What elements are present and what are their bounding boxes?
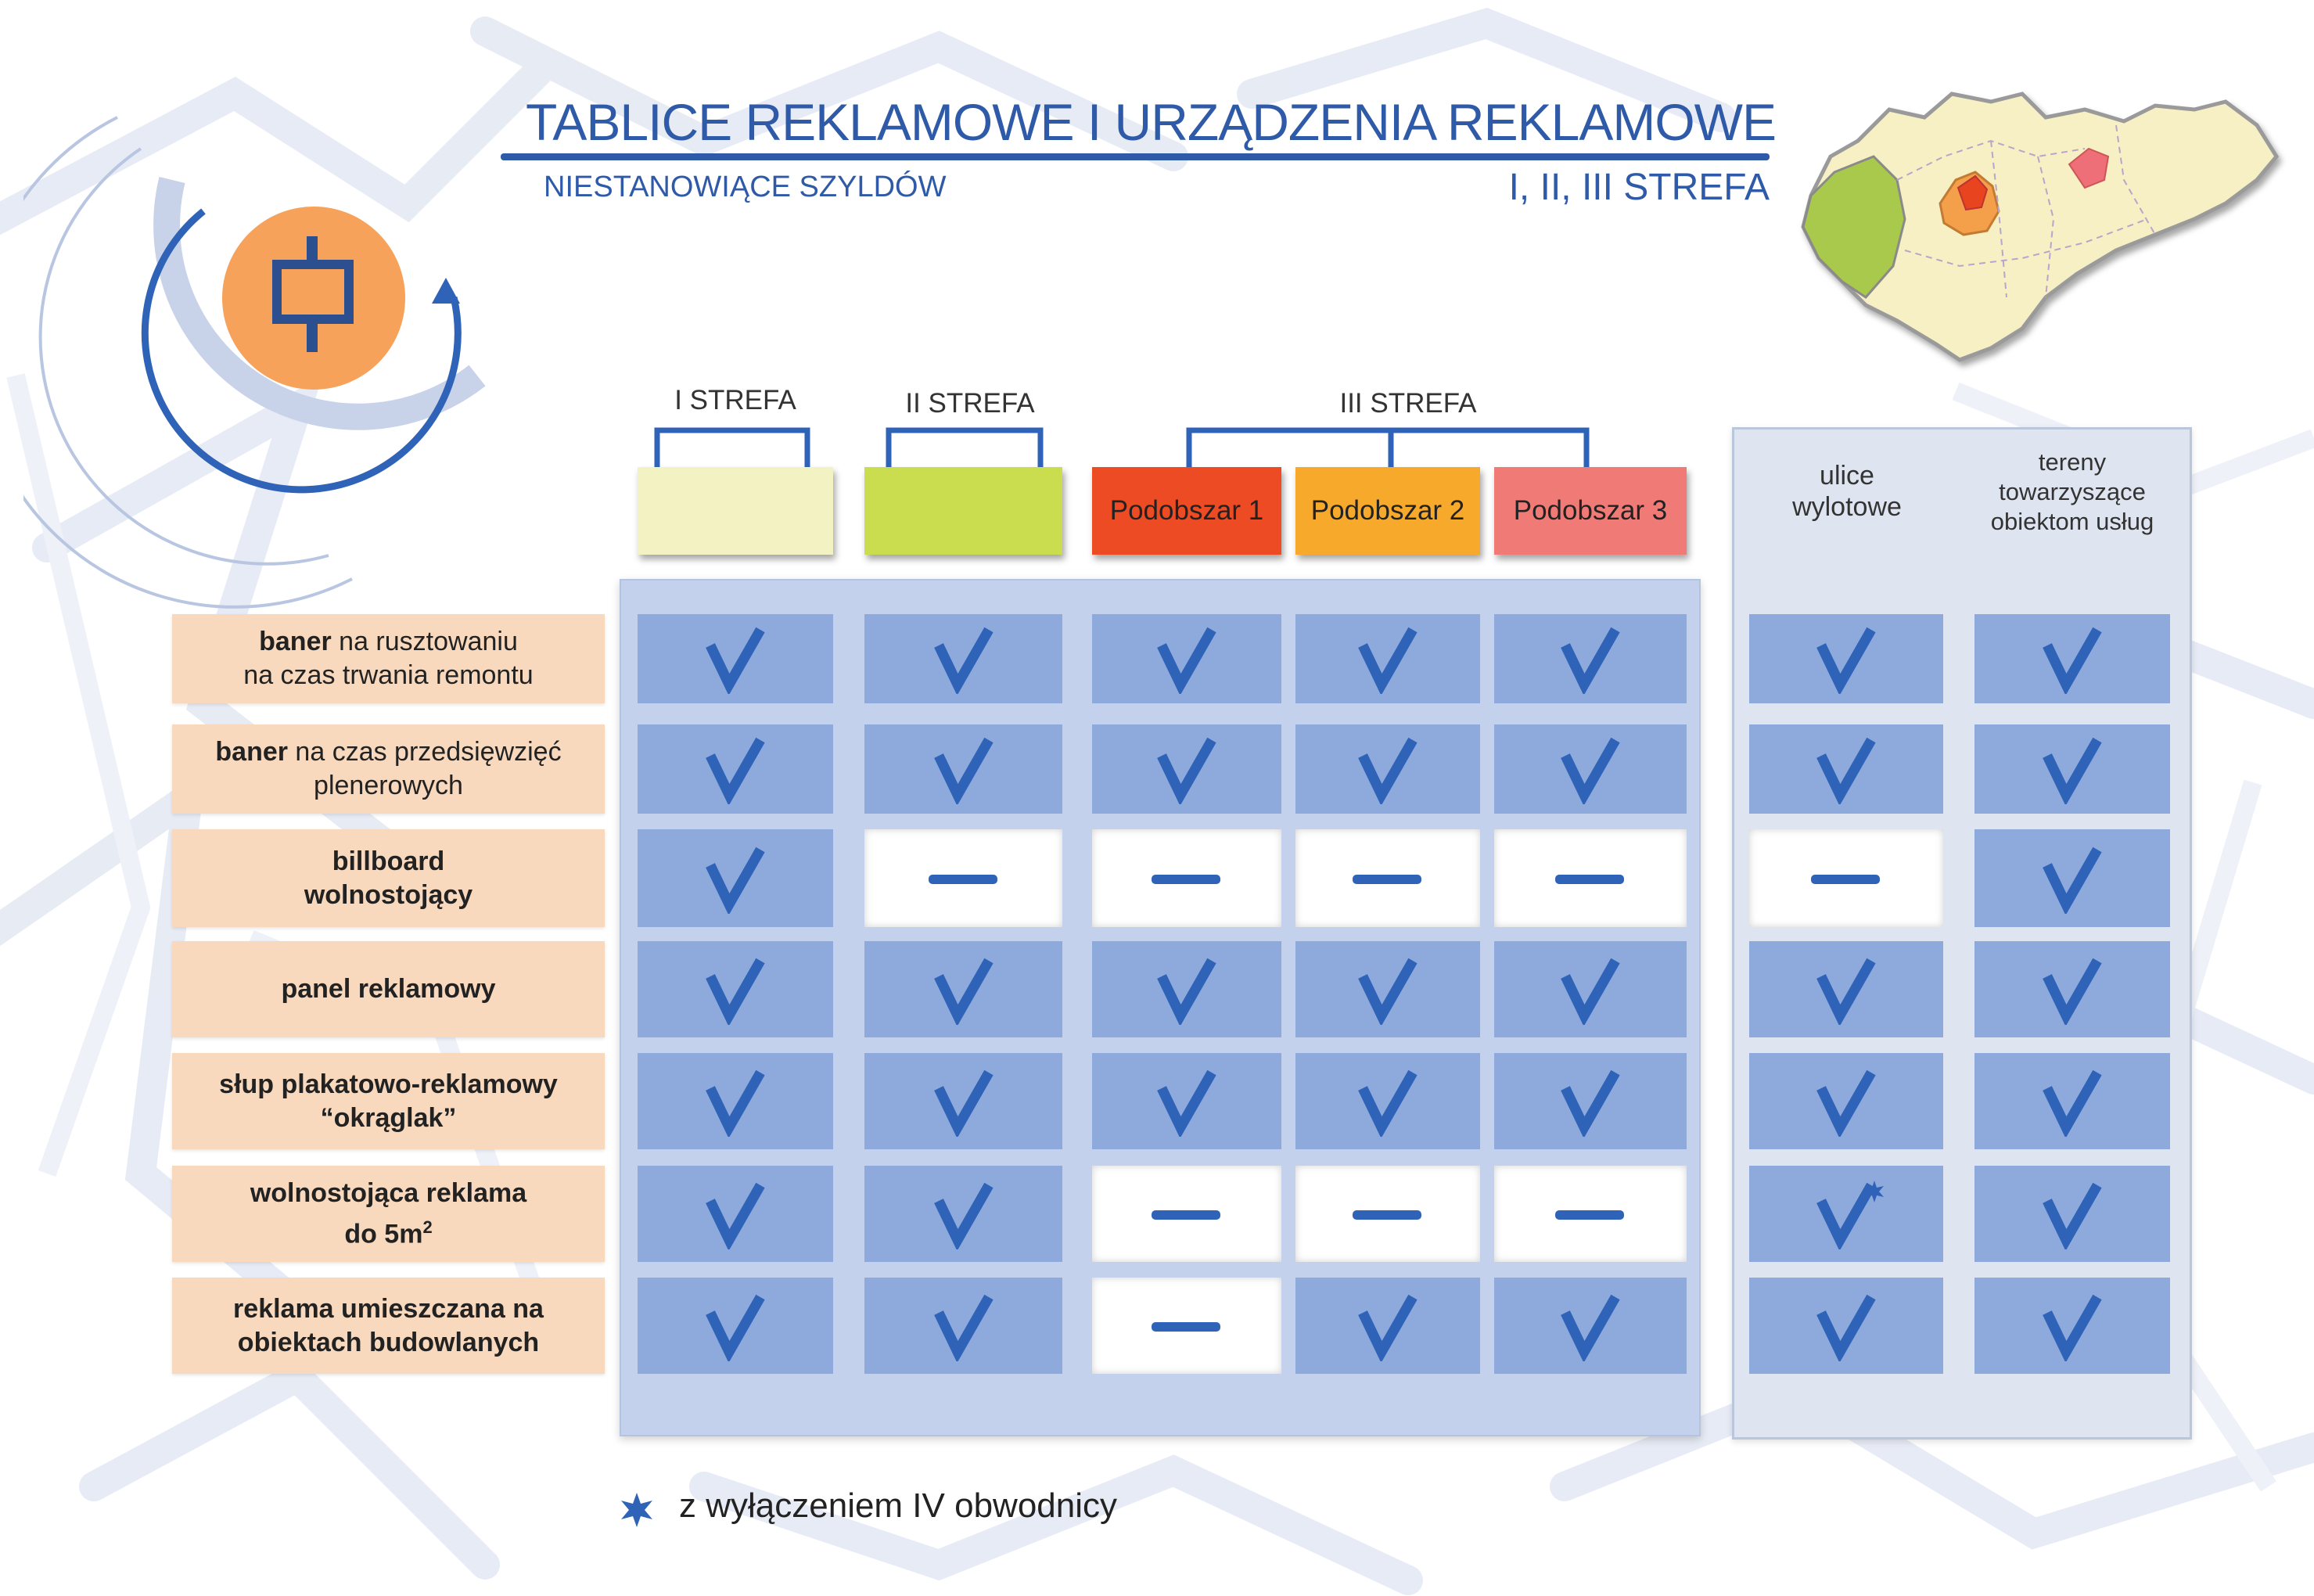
- check-icon: [1807, 954, 1885, 1025]
- zone-label-2: II STREFA: [905, 388, 1035, 419]
- dash-icon: [1807, 843, 1885, 914]
- check-icon: [696, 1179, 774, 1249]
- check-icon: [1148, 624, 1226, 694]
- matrix-cell: [1749, 724, 1943, 814]
- check-icon: [1349, 734, 1427, 804]
- zone-label-1: I STREFA: [674, 385, 796, 415]
- matrix-cell: [1974, 829, 2170, 927]
- column-header-strefa1: [638, 467, 833, 555]
- tereny-line2: towarzyszące: [1999, 478, 2146, 505]
- check-icon: [1551, 1291, 1630, 1361]
- city-map: [1788, 63, 2288, 376]
- matrix-cell: [1749, 1053, 1943, 1149]
- footnote-text: z wyłączeniem IV obwodnicy: [679, 1486, 1118, 1525]
- matrix-cell: [864, 1166, 1062, 1262]
- row-label-bold: baner: [259, 627, 332, 656]
- check-icon: [925, 624, 1003, 694]
- row-label: [172, 1166, 605, 1262]
- matrix-cell: [1974, 1278, 2170, 1374]
- dash-icon: [1349, 1179, 1427, 1249]
- matrix-cell: [864, 829, 1062, 927]
- check-icon: [2033, 1291, 2111, 1361]
- row-label-text: na czas przedsięwzięć: [287, 737, 562, 767]
- check-icon: [1148, 954, 1226, 1025]
- dash-icon: [1148, 1179, 1226, 1249]
- check-icon: [2033, 1179, 2111, 1249]
- check-icon: [2033, 1066, 2111, 1137]
- matrix-cell: [1749, 941, 1943, 1037]
- row-label-line2: obiektach budowlanych: [237, 1327, 540, 1357]
- matrix-cell: [1092, 1278, 1281, 1374]
- check-icon: [1807, 624, 1885, 694]
- matrix-cell: [864, 614, 1062, 703]
- row-label-bold: reklama umieszczana na: [233, 1293, 544, 1324]
- zone-label-3: III STREFA: [1339, 388, 1477, 419]
- row-label-bold: panel reklamowy: [281, 974, 496, 1004]
- check-icon: [925, 1179, 1003, 1249]
- matrix-cell: [638, 1166, 833, 1262]
- check-icon: [696, 1291, 774, 1361]
- dash-icon: [1349, 843, 1427, 914]
- row-label-line2: wolnostojący: [304, 879, 473, 910]
- ulice-line2: wylotowe: [1792, 492, 1902, 522]
- signboard-icon: [221, 205, 407, 391]
- row-label: [172, 1053, 605, 1149]
- matrix-cell: [1749, 614, 1943, 703]
- row-label-bold: słup plakatowo-reklamowy: [219, 1069, 558, 1099]
- matrix-cell: [638, 1278, 833, 1374]
- page-title: TABLICE REKLAMOWE I URZĄDZENIA REKLAMOWE: [525, 93, 1776, 151]
- check-icon: [925, 954, 1003, 1025]
- matrix-cell: [1974, 941, 2170, 1037]
- matrix-cell: [638, 829, 833, 927]
- tereny-line3: obiektom usług: [1990, 508, 2154, 535]
- matrix-cell: [1974, 1166, 2170, 1262]
- matrix-cell: [1974, 724, 2170, 814]
- tereny-line1: tereny: [2038, 448, 2107, 476]
- page-subtitle: NIESTANOWIĄCE SZYLDÓW: [544, 171, 947, 203]
- dash-icon: [1148, 843, 1226, 914]
- row-label-line2: plenerowych: [314, 771, 463, 800]
- column-header-tereny: [1974, 448, 2170, 537]
- matrix-cell: [864, 1278, 1062, 1374]
- check-icon: [1551, 734, 1630, 804]
- matrix-cell: [1494, 724, 1687, 814]
- check-icon: [696, 734, 774, 804]
- matrix-cell: [864, 1053, 1062, 1149]
- check-icon: [1551, 1066, 1630, 1137]
- check-icon: [2033, 843, 2111, 914]
- check-icon: [696, 1066, 774, 1137]
- matrix-cell: [1092, 1166, 1281, 1262]
- matrix-cell: [1092, 941, 1281, 1037]
- check-icon: [925, 1066, 1003, 1137]
- matrix-cell: [638, 941, 833, 1037]
- dash-icon: [1148, 1291, 1226, 1361]
- check-icon: [1807, 1291, 1885, 1361]
- matrix-cell: [1295, 1278, 1480, 1374]
- matrix-cell: [1092, 614, 1281, 703]
- check-icon: [696, 954, 774, 1025]
- matrix-cell: [1494, 1278, 1687, 1374]
- dash-icon: [925, 843, 1003, 914]
- row-label: [172, 941, 605, 1037]
- matrix-cell: [1974, 1053, 2170, 1149]
- dash-icon: [1551, 1179, 1630, 1249]
- matrix-cell: [1092, 1053, 1281, 1149]
- check-icon: [696, 843, 774, 914]
- column-header-strefa2: [864, 467, 1062, 555]
- check-icon: [1148, 1066, 1226, 1137]
- matrix-cell: [1494, 941, 1687, 1037]
- check-icon: [925, 1291, 1003, 1361]
- check-icon: [1551, 624, 1630, 694]
- matrix-cell: [1092, 829, 1281, 927]
- matrix-cell: [1494, 829, 1687, 927]
- check-icon: [1807, 1066, 1885, 1137]
- row-label-line2: “okrąglak”: [320, 1102, 457, 1133]
- check-icon: [1551, 954, 1630, 1025]
- matrix-cell: [1295, 829, 1480, 927]
- column-header-ulice-wylotowe: [1749, 460, 1945, 523]
- matrix-cell: [1494, 614, 1687, 703]
- row-label: [172, 724, 605, 814]
- check-icon: [1148, 734, 1226, 804]
- row-label: [172, 1278, 605, 1374]
- row-label-superscript: 2: [422, 1217, 433, 1237]
- zones-title: I, II, III STREFA: [1508, 167, 1770, 208]
- matrix-cell: [1494, 1166, 1687, 1262]
- check-icon: [696, 624, 774, 694]
- dash-icon: [1551, 843, 1630, 914]
- matrix-cell: [1295, 1053, 1480, 1149]
- check-icon: [1349, 1066, 1427, 1137]
- title-underline: [501, 153, 1770, 160]
- matrix-cell: [638, 724, 833, 814]
- column-header-podobszar1: Podobszar 1: [1092, 467, 1281, 555]
- matrix-cell: [1974, 614, 2170, 703]
- check-icon: [1807, 1179, 1885, 1249]
- matrix-cell: [1295, 724, 1480, 814]
- star-icon: [618, 1491, 656, 1529]
- matrix-cell: [1092, 724, 1281, 814]
- matrix-cell: [1295, 614, 1480, 703]
- check-icon: [2033, 624, 2111, 694]
- matrix-cell: [1749, 1166, 1943, 1262]
- matrix-cell: [1295, 1166, 1480, 1262]
- check-icon: [925, 734, 1003, 804]
- row-label-bold: baner: [215, 737, 288, 767]
- check-icon: [1807, 734, 1885, 804]
- column-header-podobszar3: Podobszar 3: [1494, 467, 1687, 555]
- check-icon: [1349, 1291, 1427, 1361]
- check-icon: [2033, 734, 2111, 804]
- check-icon: [1349, 954, 1427, 1025]
- row-label-bold: wolnostojąca reklama: [250, 1177, 527, 1208]
- row-label: [172, 829, 605, 927]
- check-icon: [1349, 624, 1427, 694]
- matrix-cell: [638, 614, 833, 703]
- matrix-cell: [1295, 941, 1480, 1037]
- column-header-podobszar2: Podobszar 2: [1295, 467, 1480, 555]
- row-label: [172, 614, 605, 703]
- row-label-line2: na czas trwania remontu: [243, 660, 534, 690]
- matrix-cell: [638, 1053, 833, 1149]
- row-label-line2: do 5m: [344, 1219, 423, 1249]
- row-label-text: na rusztowaniu: [331, 627, 518, 656]
- matrix-cell: [1749, 1278, 1943, 1374]
- ulice-line1: ulice: [1820, 461, 1874, 491]
- matrix-cell: [1749, 829, 1943, 927]
- check-icon: [2033, 954, 2111, 1025]
- row-label-bold: billboard: [332, 846, 445, 876]
- matrix-cell: [864, 941, 1062, 1037]
- matrix-cell: [1494, 1053, 1687, 1149]
- matrix-cell: [864, 724, 1062, 814]
